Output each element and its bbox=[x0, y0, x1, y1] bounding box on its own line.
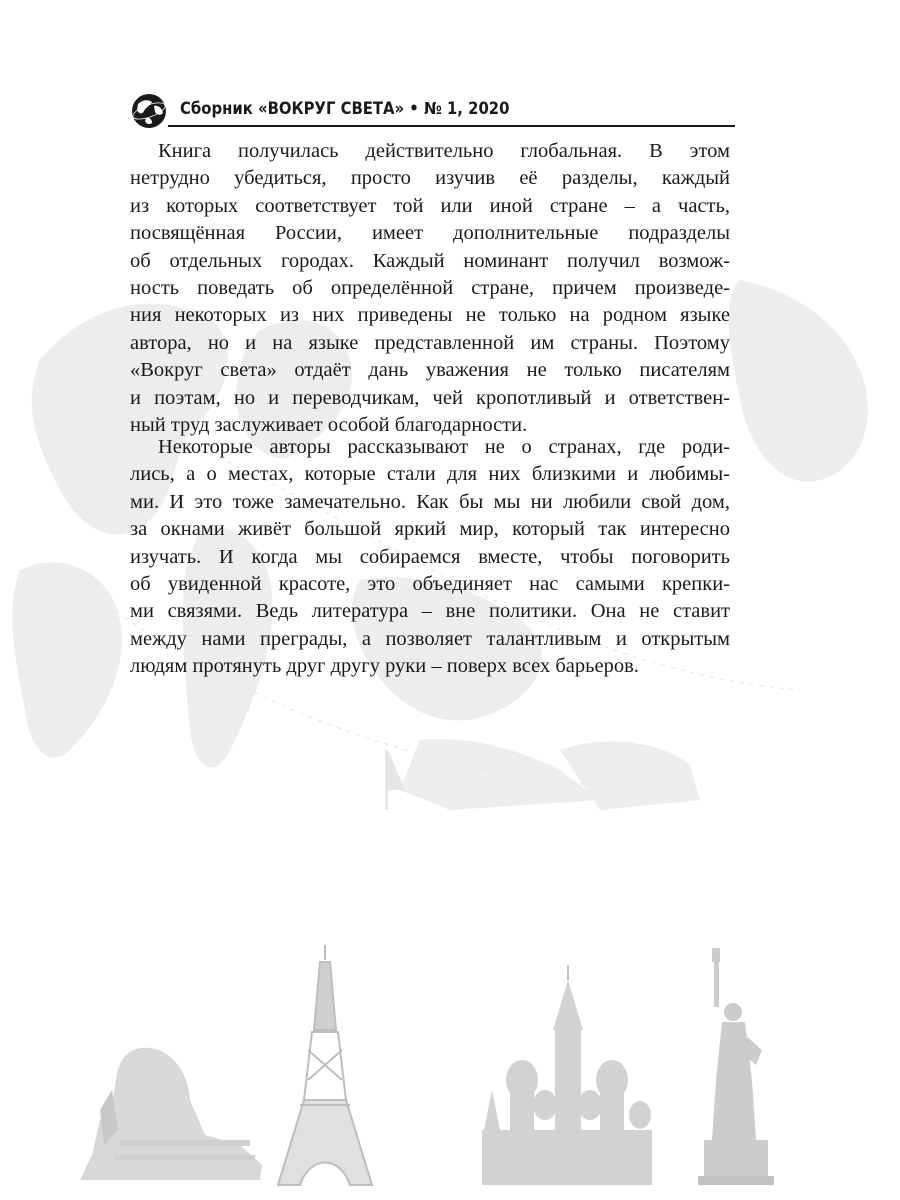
statue-of-liberty-icon bbox=[698, 948, 774, 1185]
eiffel-tower-icon bbox=[278, 945, 372, 1185]
text-line: об увиденной красоте, это объединяет нас самыми крепки- bbox=[130, 573, 730, 596]
paragraph-1 bbox=[130, 138, 730, 439]
text-line: ми связями. Ведь литература – вне политики. Она не ставит bbox=[130, 600, 730, 623]
st-basils-cathedral-icon bbox=[482, 965, 652, 1185]
globe-icon bbox=[130, 92, 168, 130]
text-line: изучать. И когда мы собираемся вместе, чтобы поговорить bbox=[130, 545, 730, 568]
sphinx-icon bbox=[80, 1048, 262, 1180]
header-rule bbox=[168, 125, 735, 127]
text-line: посвящённая России, имеет дополнительные подразделы bbox=[130, 222, 730, 245]
running-header bbox=[130, 92, 735, 132]
text-line: за окнами живёт большой яркий мир, который так интересно bbox=[130, 518, 730, 541]
header-title: Сборник «ВОКРУГ СВЕТА» • № 1, 2020 bbox=[180, 99, 510, 118]
text-line: Книга получилась действительно глобальная. В этом bbox=[158, 140, 730, 162]
text-line: людям протянуть друг другу руки – поверх всех барьеров. bbox=[130, 655, 639, 678]
text-line: об отдельных городах. Каждый номинант получил возмож- bbox=[130, 249, 730, 272]
paragraph-2 bbox=[130, 434, 730, 681]
text-line: «Вокруг света» отдаёт дань уважения не только писателям bbox=[130, 359, 730, 382]
text-line: нетрудно убедиться, просто изучив её разделы, каждый bbox=[130, 167, 730, 190]
text-line: ность поведать об определённой стране, причем произведе- bbox=[130, 277, 730, 300]
text-line: и поэтам, но и переводчикам, чей кропотливый и ответствен- bbox=[130, 386, 730, 409]
text-line: Некоторые авторы рассказывают не о странах, где роди- bbox=[158, 436, 730, 458]
text-line: ный труд заслуживает особой благодарности. bbox=[130, 414, 528, 437]
text-line: ния некоторых из них приведены не только на родном языке bbox=[130, 304, 730, 327]
landmarks-illustration bbox=[0, 940, 900, 1200]
text-line: автора, но и на языке представленной им страны. Поэтому bbox=[130, 331, 730, 354]
text-line: из которых соответствует той или иной стране – а часть, bbox=[130, 194, 730, 217]
text-line: ми. И это тоже замечательно. Как бы мы ни любили свой дом, bbox=[130, 490, 730, 513]
text-line: лись, а о местах, которые стали для них близкими и любимы- bbox=[130, 463, 730, 486]
text-line: между нами преграды, а позволяет талантливым и открытым bbox=[130, 627, 730, 650]
